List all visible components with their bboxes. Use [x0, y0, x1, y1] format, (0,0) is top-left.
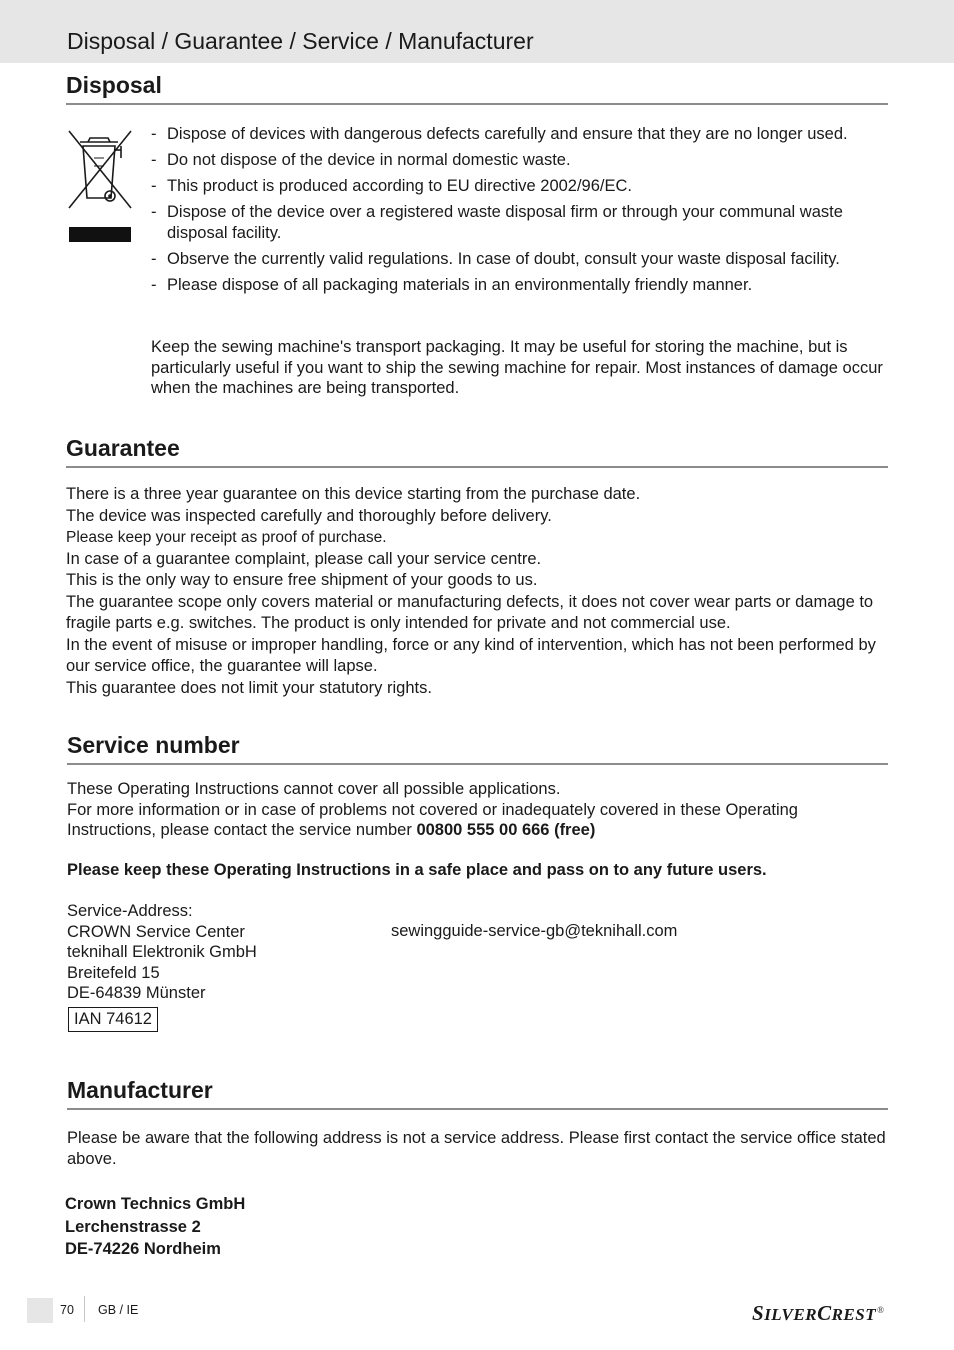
page-header-title: Disposal / Guarantee / Service / Manufacturer: [67, 28, 534, 54]
guarantee-line: There is a three year guarantee on this device starting from the purchase date.: [66, 485, 641, 503]
disposal-heading: Disposal: [66, 72, 888, 105]
guarantee-line: Please keep your receipt as proof of purchase.: [66, 529, 387, 546]
service-address-label: Service-Address:: [67, 902, 193, 920]
service-intro-line: These Operating Instructions cannot cover all possible applications.: [67, 780, 561, 798]
brand-logo: SILVERCREST®: [752, 1301, 885, 1325]
service-address: [67, 901, 387, 1004]
guarantee-line: The device was inspected carefully and thoroughly before delivery.: [66, 506, 552, 525]
crossed-out-wheelie-bin-icon: [66, 128, 134, 214]
page-number-box: [27, 1298, 53, 1323]
manufacturer-note: Please be aware that the following address is not a service address. Please first contact the service office stated above.: [67, 1129, 886, 1168]
guarantee-line: In case of a guarantee complaint, please call your service centre.: [66, 549, 542, 568]
list-item: - Dispose of the device over a registered waste disposal firm or through your communal waste disposal facility.: [150, 202, 895, 243]
guarantee-text: [66, 484, 892, 699]
manufacturer-address-line: Lerchenstrasse 2: [65, 1217, 201, 1236]
list-item: - Do not dispose of the device in normal domestic waste.: [150, 150, 895, 171]
manufacturer-address: [65, 1193, 465, 1261]
service-address-line: teknihall Elektronik GmbH: [67, 943, 257, 961]
service-phone-number: 00800 555 00 666 (free): [416, 821, 596, 839]
service-email: sewingguide-service-gb@teknihall.com: [391, 922, 678, 940]
guarantee-line: In the event of misuse or improper handling, force or any kind of intervention, which has not been performed by our service office, the guarantee will lapse.: [66, 635, 876, 675]
service-intro-line: For more information or in case of problems not covered or inadequately covered in these Operating Instructions, please contact the service number: [67, 800, 798, 839]
packaging-note: Keep the sewing machine's transport packaging. It may be useful for storing the machine, but is particularly useful if you want to ship the sewing machine for repair. Most instances of damage occur when the machines are being transported.: [151, 338, 883, 397]
list-item: - This product is produced according to EU directive 2002/96/EC.: [150, 176, 895, 197]
list-item: - Please dispose of all packaging materials in an environmentally friendly manner.: [150, 275, 895, 296]
disposal-bullet-list: [150, 124, 895, 301]
guarantee-line: The guarantee scope only covers material or manufacturing defects, it does not cover wear parts or damage to fragile parts e.g. switches. The product is only intended for private and not commercial use.: [66, 592, 874, 632]
manufacturer-heading: Manufacturer: [67, 1077, 888, 1110]
footer-language: GB / IE: [98, 1303, 139, 1317]
footer-divider: [84, 1296, 85, 1322]
list-item: - Dispose of devices with dangerous defects carefully and ensure that they are no longer used.: [150, 124, 895, 145]
service-heading: Service number: [67, 732, 888, 765]
page-header-bar: [0, 0, 954, 63]
service-address-line: CROWN Service Center: [67, 922, 245, 941]
weee-black-bar: [69, 227, 131, 242]
page-number: 70: [60, 1303, 74, 1317]
manufacturer-address-line: Crown Technics GmbH: [65, 1195, 246, 1213]
list-item: - Observe the currently valid regulations. In case of doubt, consult your waste disposal facility.: [150, 249, 895, 270]
service-address-line: DE-64839 Münster: [67, 984, 206, 1002]
guarantee-line: This guarantee does not limit your statutory rights.: [66, 678, 432, 697]
manufacturer-address-line: DE-74226 Nordheim: [65, 1240, 221, 1258]
service-address-line: Breitefeld 15: [67, 963, 160, 982]
keep-instructions-note: Please keep these Operating Instructions in a safe place and pass on to any future users.: [67, 861, 767, 879]
guarantee-heading: Guarantee: [66, 435, 888, 468]
ian-number-box: IAN 74612: [68, 1007, 158, 1032]
guarantee-line: This is the only way to ensure free shipment of your goods to us.: [66, 571, 538, 589]
service-intro: [67, 779, 887, 841]
